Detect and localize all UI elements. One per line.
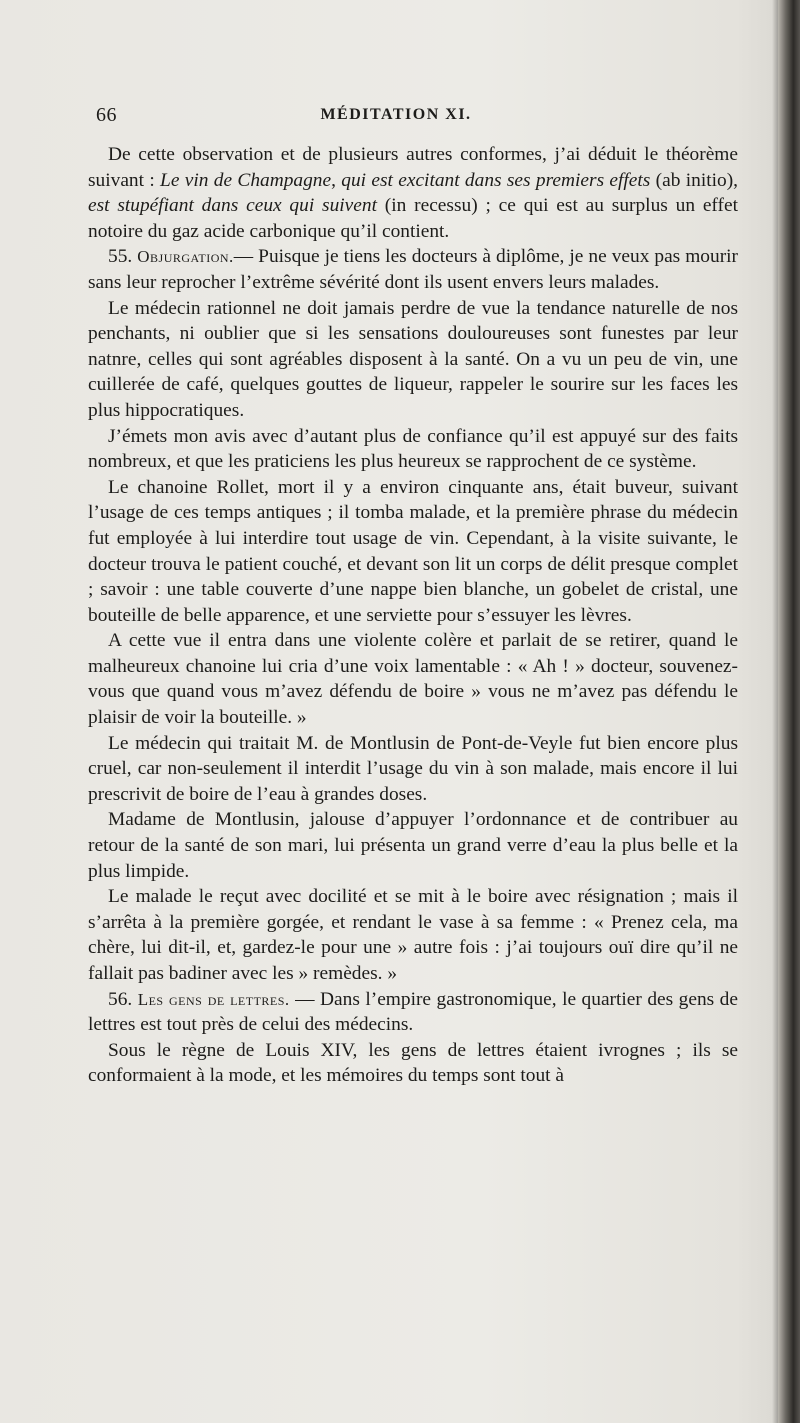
text-run: Madame de Montlusin, jalouse d’appuyer l’ordonnance et de contribuer au retour de la santé de son mari, lui présenta un grand verre d’eau la plus belle et la plus limpide. <box>88 809 738 882</box>
paragraph <box>88 628 738 730</box>
paragraph <box>88 987 738 1038</box>
page-header <box>96 104 696 132</box>
section-heading: Objurgation. <box>137 247 234 267</box>
paragraph <box>88 1038 738 1089</box>
text-run: 55. <box>108 246 138 268</box>
italic-text: est stupéfiant dans ceux qui suivent <box>88 195 377 217</box>
paragraph <box>88 884 738 986</box>
text-run: Sous le règne de Louis XIV, les gens de lettres étaient ivrognes ; ils se conformaient à la mode, et les mémoires du temps sont tout à <box>88 1039 738 1087</box>
text-run: A cette vue il entra dans une violente colère et parlait de se retirer, quand le malheureux chanoine lui cria d’une voix lamentable : « Ah ! » docteur, souvenez-vous que quand vous m’avez défendu de boire » vous ne m’avez pas défendu le plaisir de voir la bouteille. » <box>88 630 738 729</box>
page-edge <box>778 0 800 1423</box>
italic-text: Le vin de Champagne <box>160 169 332 191</box>
text-run: De cette observation et de plusieurs autres conformes, j’ai déduit le théorème suivant : <box>88 144 738 191</box>
paragraph <box>88 731 738 808</box>
text-run: 56. <box>108 988 138 1010</box>
text-run: (ab initio), <box>650 169 739 191</box>
text-run: Le médecin rationnel ne doit jamais perdre de vue la tendance naturelle de nos penchants, ni oublier que si les sensations douloureuses sont funestes par leur natnre, celles qui sont agréables disposent à la santé. On a vu un peu de vin, une cuillerée de café, quelques gouttes de liqueur, rappeler le sourire sur les faces les plus hippocratiques. <box>88 297 738 421</box>
paragraph <box>88 244 738 295</box>
page-number: 66 <box>96 104 117 126</box>
text-run: (in recessu) ; ce qui est au surplus un effet notoire du gaz acide carbonique qu’il contient. <box>88 195 738 242</box>
text-run: Le médecin qui traitait M. de Montlusin de Pont-de-Veyle fut bien encore plus cruel, car non-seulement il interdit l’usage du vin à son malade, mais encore il lui prescrivit de boire de l’eau à grandes doses. <box>88 732 738 805</box>
body-text <box>88 142 738 1089</box>
text-run: Le malade le reçut avec docilité et se mit à le boire avec résignation ; mais il s’arrêta à la première gorgée, et rendant le vase à sa femme : « Prenez cela, ma chère, lui dit-il, et, gardez-le pour une » autre fois : j’ai toujours ouï dire qu’il ne fallait pas badiner avec les » remèdes. » <box>88 886 738 984</box>
section-heading: Les gens de lettres. <box>137 989 290 1009</box>
paragraph <box>88 424 738 475</box>
text-run: , <box>331 169 342 191</box>
text-run: — Puisque je tiens les docteurs à diplôme, je ne veux pas mourir sans leur reprocher l’extrême sévérité dont ils usent envers leurs malades. <box>88 246 739 293</box>
running-title: MÉDITATION XI. <box>320 106 472 123</box>
paragraph <box>88 296 738 424</box>
italic-text: qui est excitant dans ses premiers effets <box>341 169 651 191</box>
text-run: Le chanoine Rollet, mort il y a environ cinquante ans, était buveur, suivant l’usage de ces temps antiques ; il tomba malade, et la première phrase du médecin fut employée à lui interdire tout usage de vin. Cependant, à la visite suivante, le docteur trouva le patient couché, et devant son lit un corps de délit presque complet ; savoir : une table couverte d’une nappe bien blanche, un gobelet de cristal, une bouteille de belle apparence, et une serviette pour s’essuyer les lèvres. <box>88 476 738 626</box>
text-run: J’émets mon avis avec d’autant plus de confiance qu’il est appuyé sur des faits nombreux, et que les praticiens les plus heureux se rapprochent de ce système. <box>88 425 738 473</box>
paragraph <box>88 142 738 244</box>
paragraph <box>88 807 738 884</box>
text-run: — Dans l’empire gastronomique, le quartier des gens de lettres est tout près de celui des médecins. <box>88 988 738 1036</box>
paragraph <box>88 475 738 629</box>
